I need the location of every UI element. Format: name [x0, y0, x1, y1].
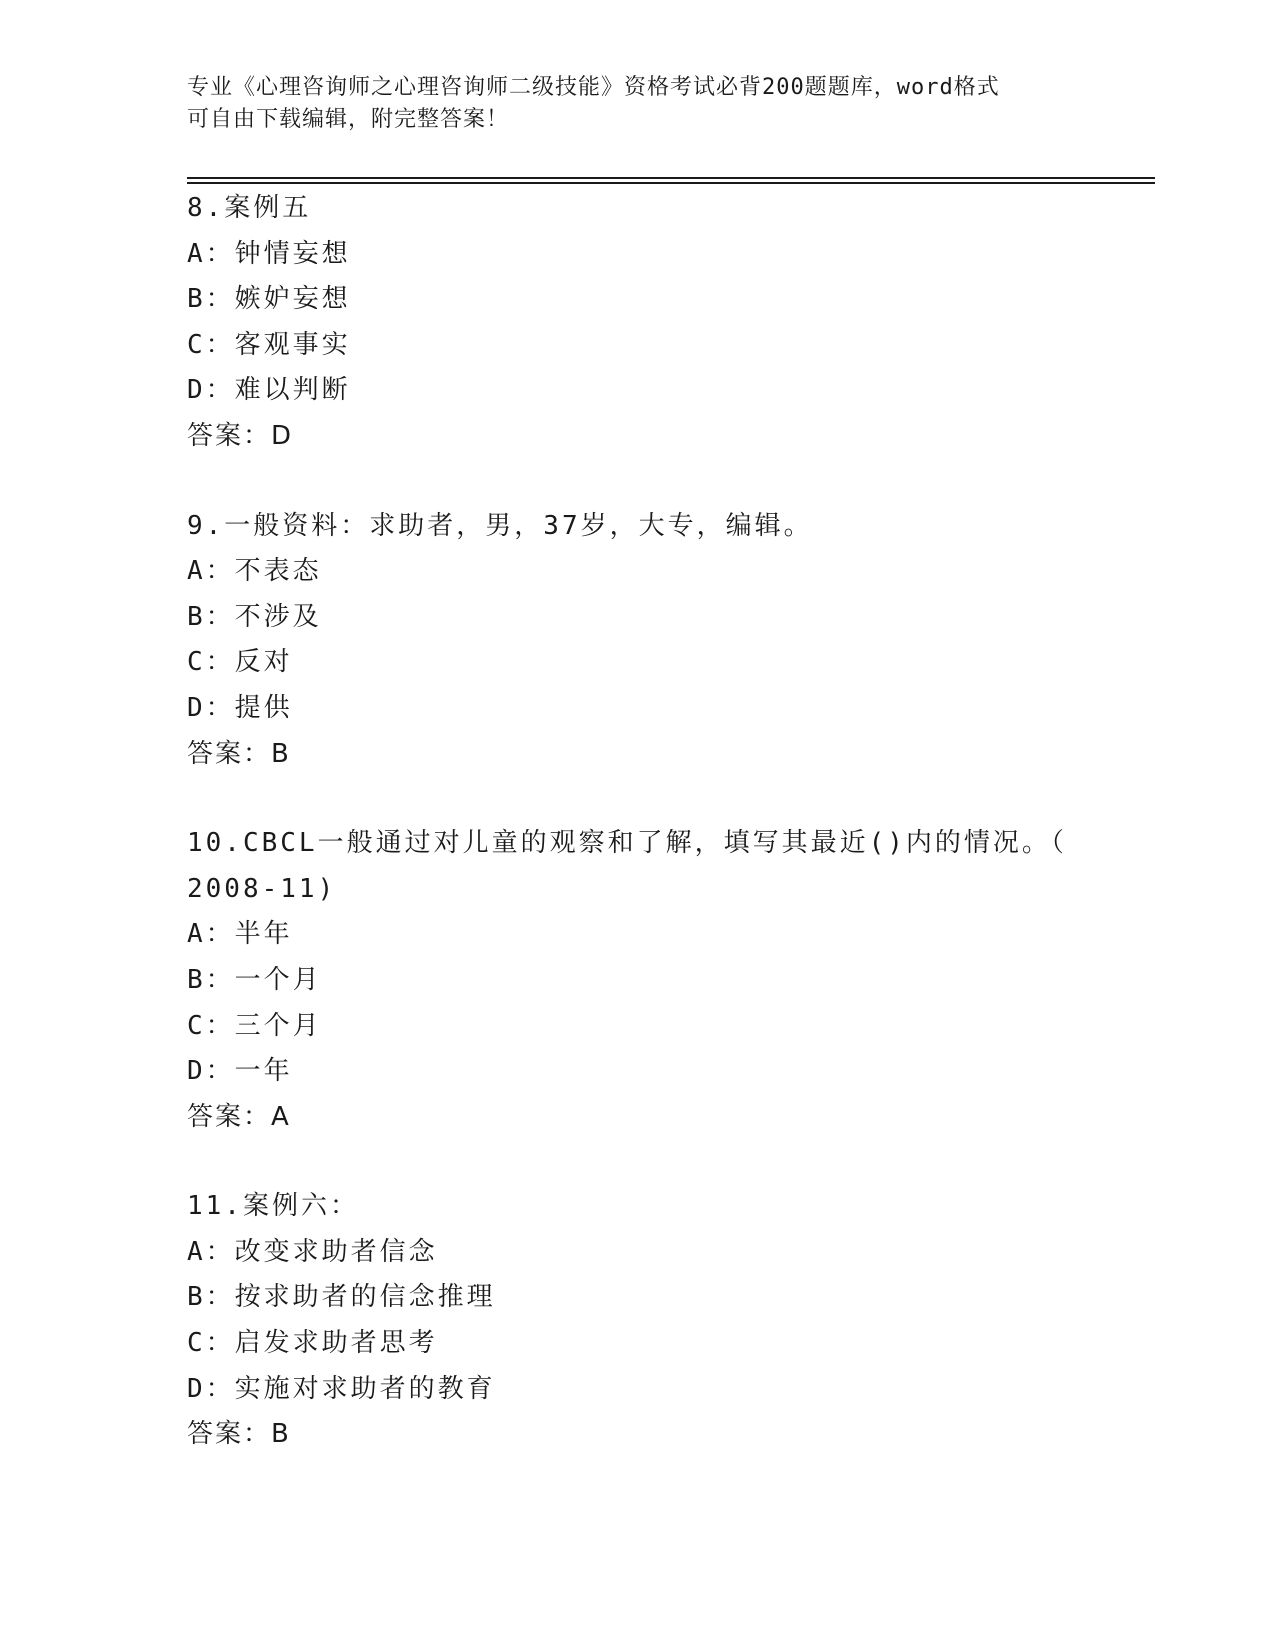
option-d: D：一年	[187, 1056, 293, 1087]
option-b: B：一个月	[187, 964, 322, 995]
header-divider-bottom	[187, 182, 1155, 184]
document-header	[187, 72, 1087, 136]
header-line-2: 可自由下载编辑，附完整答案！	[187, 107, 510, 132]
option-a: A：不表态	[187, 556, 322, 587]
option-c: C：反对	[187, 647, 293, 678]
question-stem: 8.案例五	[187, 193, 312, 223]
answer-line: 答案：D	[187, 420, 294, 451]
option-a: A：改变求助者信念	[187, 1236, 438, 1267]
option-b: B：按求助者的信念推理	[187, 1282, 496, 1313]
question-stem: 11.案例六：	[187, 1191, 359, 1222]
answer-line: 答案：B	[187, 738, 291, 769]
question-9	[187, 504, 1087, 778]
option-d: D：难以判断	[187, 375, 351, 406]
option-c: C：三个月	[187, 1010, 322, 1041]
option-b: B：嫉妒妄想	[187, 284, 351, 315]
question-10	[187, 821, 1087, 1140]
header-divider-top	[187, 177, 1155, 179]
option-a: A：半年	[187, 919, 293, 950]
option-c: C：客观事实	[187, 329, 351, 360]
header-line-1: 专业《心理咨询师之心理咨询师二级技能》资格考试必背200题题库，word格式	[187, 75, 1000, 100]
answer-line: 答案：B	[187, 1419, 291, 1450]
option-d: D：提供	[187, 692, 293, 723]
question-stem: 9.一般资料：求助者，男，37岁，大专，编辑。	[187, 510, 813, 541]
option-a: A：钟情妄想	[187, 238, 351, 269]
option-d: D：实施对求助者的教育	[187, 1373, 496, 1404]
question-11	[187, 1184, 1087, 1458]
question-stem-line-2: 2008-11)	[187, 873, 337, 904]
option-c: C：启发求助者思考	[187, 1328, 438, 1359]
answer-line: 答案：A	[187, 1101, 291, 1132]
option-b: B：不涉及	[187, 601, 322, 632]
question-8	[187, 186, 1087, 460]
question-stem-line-1: 10.CBCL一般通过对儿童的观察和了解，填写其最近()内的情况。（	[187, 828, 1067, 859]
question-list	[187, 186, 1087, 1458]
